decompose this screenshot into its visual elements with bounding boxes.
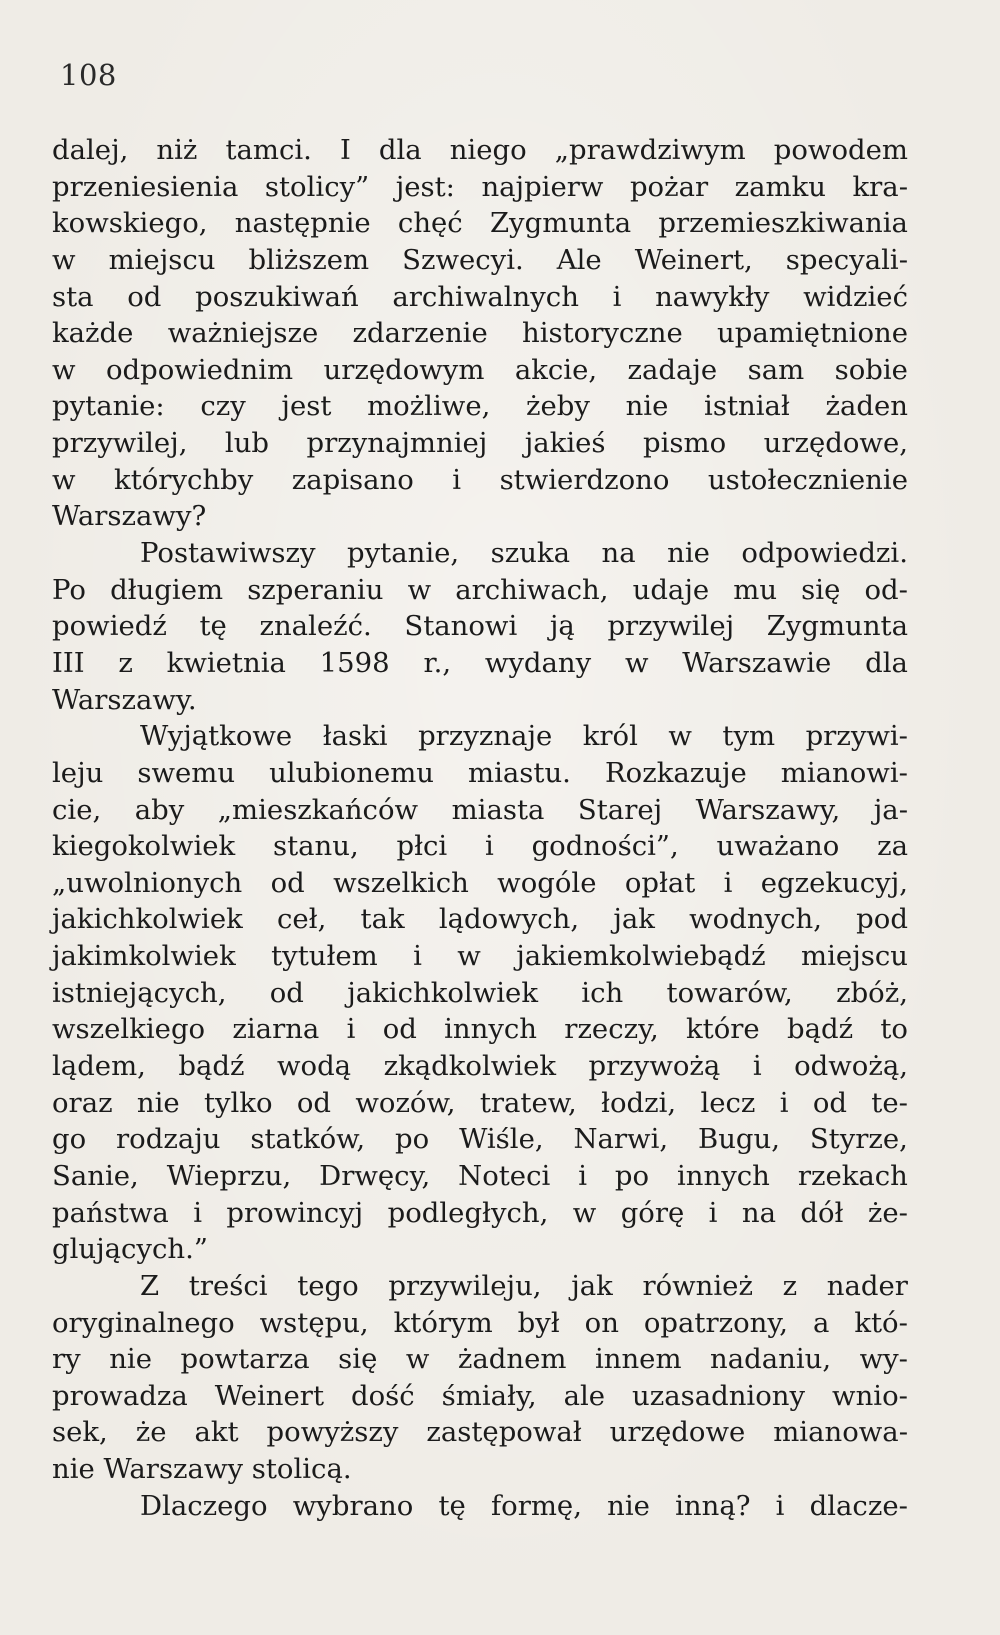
text-line: nie Warszawy stolicą. [52, 1453, 352, 1486]
word: czy [200, 390, 246, 423]
word: i [723, 866, 733, 899]
word: które [686, 1013, 760, 1046]
text-line [52, 1341, 908, 1378]
text-line [52, 1305, 908, 1342]
word: zdarzenie [352, 317, 488, 350]
text-line [52, 865, 908, 902]
word: bliższem [248, 243, 370, 276]
word: również [642, 1269, 753, 1302]
text-line [52, 1378, 908, 1415]
word: a [812, 1306, 830, 1339]
word: egzekucyj, [760, 866, 908, 899]
word: wozów, [355, 1086, 456, 1119]
word: dalej, [52, 134, 129, 166]
word: podległych, [387, 1196, 549, 1229]
word: i [612, 280, 622, 313]
word: Stanowi [404, 610, 518, 643]
word: rzeczy, [564, 1013, 659, 1046]
word: państwa [52, 1196, 169, 1229]
word: tę [199, 610, 227, 643]
word: ry [52, 1343, 81, 1376]
text-line [52, 608, 908, 645]
word: łaski [322, 720, 388, 753]
word: jak [571, 1269, 613, 1302]
word: niego [449, 134, 527, 166]
word: ich [581, 976, 624, 1009]
word: uzasadniony [632, 1379, 806, 1412]
word: lądem, [52, 1050, 146, 1083]
word: oraz [52, 1086, 113, 1119]
word: „prawdziwym [554, 134, 746, 166]
text-line [52, 975, 908, 1012]
word: każde [52, 317, 134, 350]
word: rodzaju [116, 1123, 221, 1156]
text-line [52, 242, 908, 279]
word: r., [423, 646, 452, 679]
word: 1598 [319, 646, 390, 679]
word: to [880, 1013, 908, 1046]
text-line [52, 718, 908, 755]
word: następnie [234, 207, 371, 240]
word: towarów, [666, 976, 793, 1009]
word: Narwi, [573, 1123, 669, 1156]
word: i [578, 1159, 587, 1192]
word: on [584, 1306, 619, 1339]
word: Rozkazuje [604, 756, 747, 789]
word: w [52, 353, 76, 386]
word: widzieć [803, 280, 908, 313]
word: żaden [825, 390, 908, 423]
word: istniejących, [52, 976, 227, 1009]
word: się [801, 573, 841, 606]
word: innych [444, 1013, 538, 1046]
word: powtarza [180, 1343, 310, 1376]
word: z [118, 646, 133, 679]
word: i [484, 830, 494, 863]
word: od [269, 976, 304, 1009]
word: jakieś [524, 427, 606, 460]
word: nawykły [655, 280, 770, 313]
word: go [52, 1123, 87, 1156]
word: tratew, [479, 1086, 577, 1119]
word: ulubionemu [269, 756, 435, 789]
word: nie [109, 1343, 152, 1376]
word: innych [677, 1159, 770, 1192]
word: i [413, 940, 422, 973]
word: swemu [137, 756, 236, 789]
word: Weinert, [634, 243, 753, 276]
word: miasta [451, 793, 545, 826]
text-line [52, 1011, 908, 1048]
word: urzędowe, [763, 427, 908, 460]
word: lądowych, [438, 903, 580, 936]
word: przemieszkiwania [658, 207, 908, 240]
word: niż [156, 134, 198, 166]
word: śmiały, [441, 1379, 537, 1412]
word: stanu, [272, 830, 359, 863]
word: przywi- [805, 720, 908, 753]
word: od [296, 1086, 332, 1119]
word: rzekach [797, 1159, 908, 1192]
word: dla [378, 134, 422, 166]
word: tytułem [271, 940, 378, 973]
word: przeniesienia [52, 170, 239, 203]
word: powiedź [52, 610, 167, 643]
word: przywileju, [388, 1269, 542, 1302]
text-line [52, 315, 908, 352]
body-text [52, 132, 908, 1524]
word: ziarna [232, 1013, 320, 1046]
word: urzędowym [323, 353, 485, 386]
text-line: Warszawy. [52, 683, 197, 716]
word: król [582, 720, 638, 753]
word: zastępował [426, 1416, 582, 1449]
word: zkądkolwiek [383, 1050, 557, 1083]
word: którym [393, 1306, 493, 1339]
word: miastu. [468, 756, 571, 789]
word: przynajmniej [306, 427, 488, 460]
word: płci [396, 830, 448, 863]
word: bądź [787, 1013, 854, 1046]
word: nie [667, 537, 710, 570]
word: Sanie, [52, 1159, 139, 1192]
word: że- [867, 1196, 908, 1229]
word: wodnych, [689, 903, 822, 936]
word: sobie [834, 353, 908, 386]
word: zamku [734, 170, 826, 203]
word: jest [281, 390, 332, 423]
word: bądź [178, 1050, 245, 1083]
word: z [782, 1269, 798, 1302]
word: w [52, 463, 76, 496]
word: „uwolnionych [52, 866, 243, 899]
word: w [572, 1196, 597, 1229]
word: stwierdzono [499, 463, 670, 496]
word: możliwe, [367, 390, 491, 423]
word: za [877, 830, 908, 863]
word: pismo [643, 427, 727, 460]
word: że [135, 1416, 167, 1449]
word: Postawiwszy [140, 537, 316, 570]
word: te- [871, 1086, 908, 1119]
word: mu [733, 573, 778, 606]
word: najpierw [481, 170, 604, 203]
text-line [52, 1414, 908, 1451]
word: jak [613, 903, 655, 936]
word: po [395, 1123, 430, 1156]
text-line [52, 828, 908, 865]
word: sek, [52, 1416, 108, 1449]
word: nie [625, 390, 669, 423]
text-line [52, 645, 908, 682]
text-line [52, 205, 908, 242]
word: szperaniu [247, 573, 384, 606]
word: mianowi- [780, 756, 908, 789]
word: dość [350, 1379, 415, 1412]
word: żadnem [457, 1343, 567, 1376]
word: ale [563, 1379, 606, 1412]
word: w [668, 720, 692, 753]
word: Ale [556, 243, 602, 276]
word: Weinert [214, 1379, 324, 1412]
word: powodem [773, 134, 908, 166]
word: przyznaje [418, 720, 553, 753]
word: poszukiwań [195, 280, 359, 313]
text-line [52, 535, 908, 572]
word: upamiętnione [717, 317, 908, 350]
word: wnio- [832, 1379, 908, 1412]
word: od [270, 866, 305, 899]
word: wogóle [497, 866, 597, 899]
word: powyższy [266, 1416, 399, 1449]
word: tym [722, 720, 776, 753]
word: Zygmunta [489, 207, 632, 240]
word: „mieszkańców [217, 793, 419, 826]
word: któ- [854, 1306, 908, 1339]
word: wszelkich [333, 866, 469, 899]
word: znaleźć. [259, 610, 372, 643]
word: chęć [397, 207, 463, 240]
word: odwożą, [794, 1050, 908, 1083]
text-line [52, 352, 908, 389]
word: dlacze- [809, 1489, 908, 1522]
word: tylko [203, 1086, 273, 1119]
word: kiegokolwiek [52, 830, 236, 863]
word: treści [188, 1269, 268, 1302]
word: Styrze, [809, 1123, 908, 1156]
word: i [193, 1196, 202, 1229]
text-line [52, 425, 908, 462]
word: prowadza [52, 1379, 188, 1412]
word: wszelkiego [52, 1013, 206, 1046]
word: miejscu [108, 243, 216, 276]
word: nadaniu, [710, 1343, 832, 1376]
text-line [52, 572, 908, 609]
text-line [52, 1048, 908, 1085]
word: w [457, 940, 481, 973]
word: dół [800, 1196, 844, 1229]
word: tak [360, 903, 405, 936]
word: tamci. [225, 134, 312, 166]
text-line [52, 132, 908, 169]
word: Szwecyi. [402, 243, 524, 276]
word: Noteci [458, 1159, 551, 1192]
word: wodą [276, 1050, 352, 1083]
text-line [52, 1121, 908, 1158]
word: lecz [700, 1086, 756, 1119]
word: pytanie: [52, 390, 165, 423]
word: szuka [490, 537, 570, 570]
word: odpowiednim [105, 353, 294, 386]
word: od [812, 1086, 847, 1119]
word: ustołecznienie [707, 463, 908, 496]
word: nie [136, 1086, 180, 1119]
word: i [779, 1086, 789, 1119]
word: Zygmunta [766, 610, 908, 643]
word: opłat [624, 866, 696, 899]
word: aby [134, 793, 185, 826]
word: opatrzony, [643, 1306, 789, 1339]
word: inną? [675, 1489, 751, 1522]
word: ją [549, 610, 575, 643]
word: formę, [490, 1489, 582, 1522]
word: istniał [704, 390, 790, 423]
word: sam [747, 353, 805, 386]
word: Drwęcy, [319, 1159, 431, 1192]
word: od- [864, 573, 908, 606]
word: w [405, 1343, 430, 1376]
word: akt [194, 1416, 239, 1449]
word: I [339, 134, 351, 166]
page-number: 108 [60, 58, 117, 92]
word: po [614, 1159, 650, 1192]
word: ceł, [276, 903, 327, 936]
text-line: Warszawy? [52, 500, 207, 533]
word: cie, [52, 793, 102, 826]
text-line [52, 1085, 908, 1122]
word: się [338, 1343, 378, 1376]
word: pytanie, [347, 537, 460, 570]
word: i [775, 1489, 785, 1522]
word: wy- [859, 1343, 908, 1376]
word: tę [438, 1489, 466, 1522]
word: leju [52, 756, 104, 789]
word: statków, [250, 1123, 366, 1156]
text-line [52, 388, 908, 425]
word: i [346, 1013, 356, 1046]
word: Po [52, 573, 86, 606]
word: jakichkolwiek [52, 903, 243, 936]
word: Warszawie [682, 646, 832, 679]
word: którychby [114, 463, 254, 496]
word: jakiemkolwiebądź [516, 940, 766, 973]
word: przywilej [607, 610, 735, 643]
word: od [382, 1013, 417, 1046]
text-line [52, 938, 908, 975]
word: archiwach, [455, 573, 609, 606]
text-line [52, 279, 908, 316]
word: nie [607, 1489, 650, 1522]
word: nader [826, 1269, 908, 1302]
word: żeby [526, 390, 590, 423]
word: Warszawy, [695, 793, 841, 826]
word: wybrano [292, 1489, 414, 1522]
word: lub [224, 427, 270, 460]
word: akcie, [514, 353, 598, 386]
word: w [407, 573, 432, 606]
word: jakichkolwiek [347, 976, 538, 1009]
word: Starej [577, 793, 663, 826]
word: długiem [110, 573, 224, 606]
word: pożar [629, 170, 709, 203]
word: od [127, 280, 162, 313]
text-line: glujących.” [52, 1233, 208, 1266]
word: odpowiedzi. [741, 537, 908, 570]
word: Dlaczego [140, 1489, 268, 1522]
word: sta [52, 280, 94, 313]
word: Wyjątkowe [140, 720, 293, 753]
word: ważniejsze [167, 317, 319, 350]
word: w [52, 243, 76, 276]
text-line [52, 169, 908, 206]
word: udaje [632, 573, 710, 606]
word: i [708, 1196, 718, 1229]
text-line [52, 1268, 908, 1305]
word: dla [865, 646, 908, 679]
text-line [52, 792, 908, 829]
word: ja- [873, 793, 908, 826]
word: w [624, 646, 649, 679]
text-line [52, 462, 908, 499]
word: i [452, 463, 462, 496]
word: prowincyj [226, 1196, 364, 1229]
text-line [52, 1158, 908, 1195]
word: innem [594, 1343, 682, 1376]
word: jakimkolwiek [52, 940, 236, 973]
word: urzędowe [609, 1416, 746, 1449]
word: przywilej, [52, 427, 188, 460]
text-line [52, 1195, 908, 1232]
word: uważano [716, 830, 840, 863]
text-line [52, 1488, 908, 1525]
word: jest: [395, 170, 455, 203]
word: zadaje [627, 353, 718, 386]
word: kowskiego, [52, 207, 208, 240]
text-line [52, 901, 908, 938]
word: archiwalnych [392, 280, 579, 313]
word: mianowa- [773, 1416, 908, 1449]
word: Bugu, [698, 1123, 780, 1156]
word: na [601, 537, 636, 570]
word: historyczne [521, 317, 683, 350]
word: miejscu [801, 940, 908, 973]
word: przywożą [588, 1050, 721, 1083]
word: godności”, [531, 830, 679, 863]
word: oryginalnego [52, 1306, 235, 1339]
word: specyali- [785, 243, 908, 276]
word: stolicy” [264, 170, 370, 203]
word: był [517, 1306, 560, 1339]
word: pod [856, 903, 908, 936]
word: kra- [852, 170, 908, 203]
word: wydany [484, 646, 592, 679]
word: kwietnia [166, 646, 286, 679]
text-line [52, 755, 908, 792]
word: wstępu, [259, 1306, 369, 1339]
word: łodzi, [601, 1086, 677, 1119]
word: Wiśle, [459, 1123, 544, 1156]
word: zbóż, [836, 976, 908, 1009]
word: tego [297, 1269, 359, 1302]
word: i [752, 1050, 762, 1083]
word: na [741, 1196, 776, 1229]
word: Z [140, 1269, 160, 1302]
word: górę [620, 1196, 685, 1229]
word: III [52, 646, 85, 679]
word: zapisano [291, 463, 414, 496]
word: Wieprzu, [166, 1159, 292, 1192]
